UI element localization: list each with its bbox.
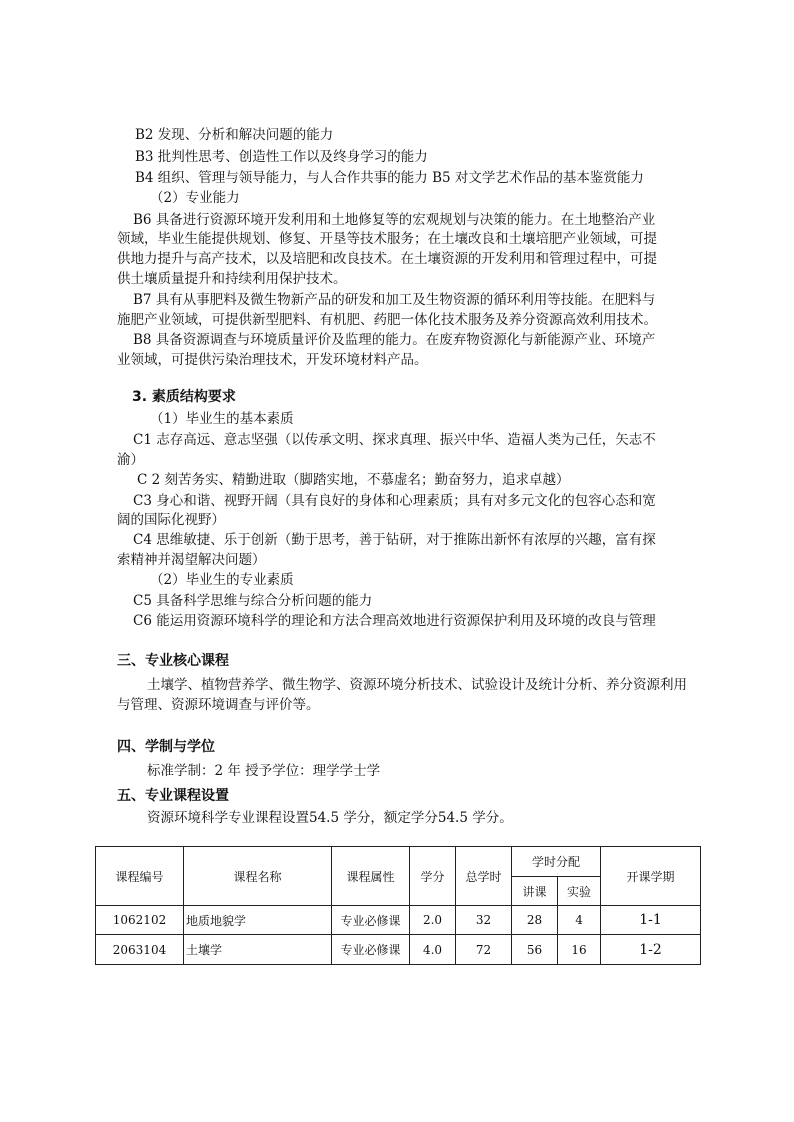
course-code: 1062102 [96, 906, 184, 935]
quality-c1-line2: 渝） [117, 452, 144, 468]
header-course-name: 课程名称 [184, 847, 332, 906]
degree-heading: 四、学制与学位 [117, 739, 215, 755]
ability-b8-line2: 业领域，可提供污染治理技术，开发环境材料产品。 [117, 352, 428, 368]
course-lab-hours: 16 [558, 935, 601, 965]
course-attribute: 专业必修课 [332, 906, 410, 935]
curriculum-heading: 五、专业课程设置 [117, 788, 229, 804]
quality-c4-line1: C4 思维敏捷、乐于创新（勤于思考，善于钻研，对于推陈出新怀有浓厚的兴趣，富有探 [133, 532, 656, 548]
ability-b3: B3 批判性思考、创造性工作以及终身学习的能力 [135, 149, 428, 165]
course-semester: 1-1 [601, 906, 701, 935]
course-total-hours: 32 [456, 906, 512, 935]
course-code: 2063104 [96, 935, 184, 965]
course-name: 地质地貌学 [184, 906, 332, 935]
ability-b6-line2: 领域，毕业生能提供规划、修复、开垦等技术服务；在土壤改良和土壤培肥产业领域，可提 [117, 231, 657, 247]
header-lecture: 讲课 [512, 877, 558, 906]
course-credit: 2.0 [410, 906, 456, 935]
ability-b6-line3: 供地力提升与高产技术，以及培肥和改良技术。在土壤资源的开发利用和管理过程中，可提 [117, 251, 657, 267]
header-course-code: 课程编号 [96, 847, 184, 906]
quality-c4-line2: 索精神并渴望解决问题） [117, 552, 266, 568]
course-table [95, 846, 701, 965]
course-semester: 1-2 [601, 935, 701, 965]
header-course-attribute: 课程属性 [332, 847, 410, 906]
ability-b8-line1: B8 具备资源调查与环境质量评价及监理的能力。在废弃物资源化与新能源产业、环境产 [133, 332, 656, 348]
header-lab: 实验 [558, 877, 601, 906]
core-courses-line2: 与管理、资源环境调查与评价等。 [117, 697, 320, 713]
quality-c3-line2: 阔的国际化视野） [117, 512, 225, 528]
professional-quality-heading: （2）毕业生的专业素质 [150, 572, 294, 588]
quality-c1-line1: C1 志存高远、意志坚强（以传承文明、探求真理、振兴中华、造福人类为己任，矢志不 [133, 432, 656, 448]
ability-b2: B2 发现、分析和解决问题的能力 [135, 127, 334, 143]
basic-quality-heading: （1）毕业生的基本素质 [150, 411, 294, 427]
quality-c6: C6 能运用资源环境科学的理论和方法合理高效地进行资源保护利用及环境的改良与管理 [133, 613, 656, 629]
core-courses-heading: 三、专业核心课程 [117, 653, 229, 669]
course-credit: 4.0 [410, 935, 456, 965]
ability-b6-line4: 供土壤质量提升和持续利用保护技术。 [117, 271, 347, 287]
course-lecture-hours: 56 [512, 935, 558, 965]
ability-b4-b5: B4 组织、管理与领导能力，与人合作共事的能力 B5 对文学艺术作品的基本鉴赏能力 [135, 170, 644, 186]
course-lab-hours: 4 [558, 906, 601, 935]
quality-c5: C5 具备科学思维与综合分析问题的能力 [133, 593, 373, 609]
ability-b7-line2: 施肥产业领域，可提供新型肥料、有机肥、药肥一体化技术服务及养分资源高效利用技术。 [117, 312, 657, 328]
ability-b7-line1: B7 具有从事肥料及微生物新产品的研发和加工及生物资源的循环利用等技能。在肥料与 [133, 292, 656, 308]
course-lecture-hours: 28 [512, 906, 558, 935]
table-row [96, 935, 701, 965]
course-attribute: 专业必修课 [332, 935, 410, 965]
header-semester: 开课学期 [601, 847, 701, 906]
ability-b6-line1: B6 具备进行资源环境开发利用和土地修复等的宏观规划与决策的能力。在土地整治产业 [133, 212, 656, 228]
table-row [96, 906, 701, 935]
header-total-hours: 总学时 [456, 847, 512, 906]
section-3-title: 3. 素质结构要求 [132, 389, 236, 405]
header-hours-distribution: 学时分配 [512, 847, 601, 877]
professional-ability-heading: （2）专业能力 [150, 190, 240, 206]
quality-c2: C 2 刻苦务实、精勤进取（脚踏实地，不慕虚名；勤奋努力，追求卓越） [137, 472, 570, 488]
quality-c3-line1: C3 身心和谐、视野开阔（具有良好的身体和心理素质；具有对多元文化的包容心态和宽 [133, 493, 656, 509]
degree-text: 标准学制：2 年 授予学位：理学学士学 [147, 763, 381, 779]
course-name: 土壤学 [184, 935, 332, 965]
curriculum-text: 资源环境科学专业课程设置54.5 学分，额定学分54.5 学分。 [147, 810, 513, 826]
course-total-hours: 72 [456, 935, 512, 965]
header-credit: 学分 [410, 847, 456, 906]
core-courses-line1: 土壤学、植物营养学、微生物学、资源环境分析技术、试验设计及统计分析、养分资源利用 [147, 677, 687, 693]
